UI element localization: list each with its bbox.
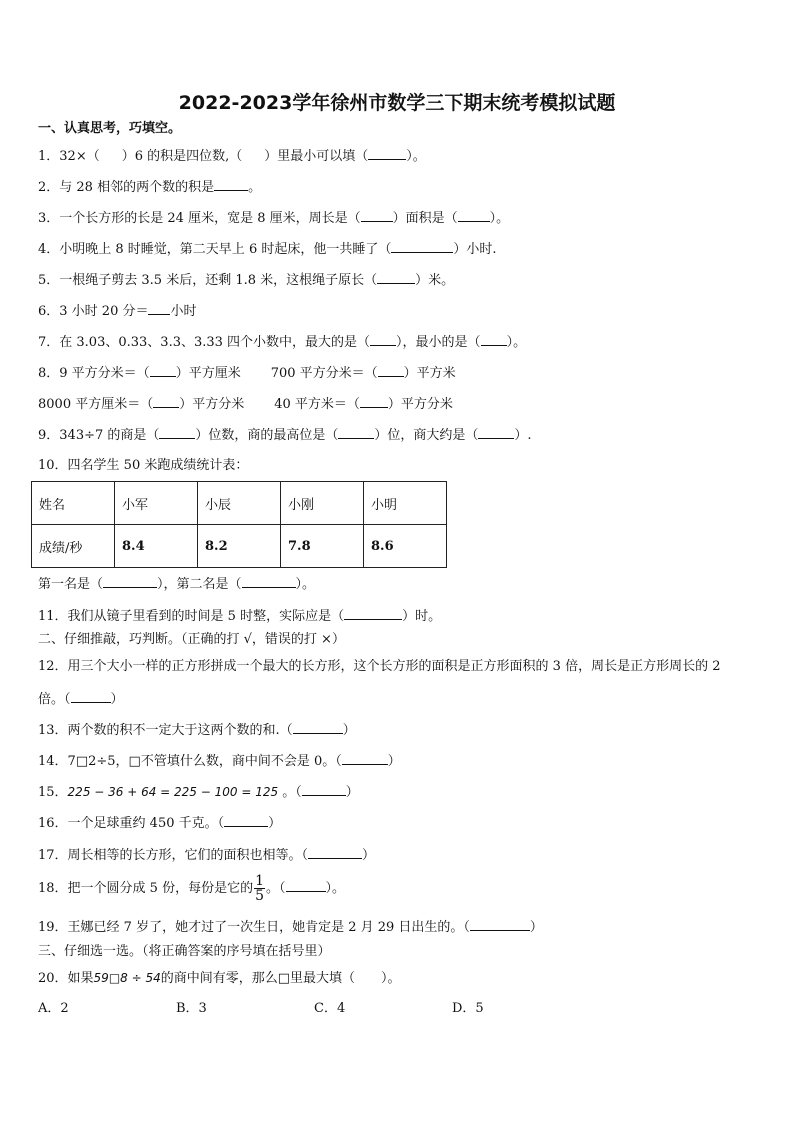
question-10: 10．四名学生 50 米跑成绩统计表： xyxy=(38,458,249,473)
answer-blank[interactable] xyxy=(214,178,248,191)
question-8-part2: 8000 平方厘米＝（ ）平方分米 40 平方米＝（ ）平方分米 xyxy=(38,397,453,412)
answer-blank[interactable] xyxy=(103,575,157,588)
question-1: 1．32×（ ）6 的积是四位数,（ ）里最小可以填（ ）。 xyxy=(38,149,426,164)
question-14: 14．7□2÷5，□不管填什么数，商中间不会是 0。（ ） xyxy=(38,754,401,769)
option-a[interactable]: A．2 xyxy=(38,1001,69,1016)
math-expression: 59□8 ÷ 54 xyxy=(93,971,161,985)
table-cell: 姓名 xyxy=(32,482,115,525)
answer-blank[interactable] xyxy=(224,814,268,827)
answer-blank[interactable] xyxy=(478,426,514,439)
answer-blank[interactable] xyxy=(159,426,195,439)
section-3-heading: 三、仔细选一选。（将正确答案的序号填在括号里） xyxy=(38,944,331,959)
section-1-heading: 一、认真思考，巧填空。 xyxy=(38,121,182,136)
question-9: 9．343÷7 的商是（ ）位数，商的最高位是（ ）位，商大约是（ ）. xyxy=(38,428,532,443)
fraction: $\frac{1}{5}$ xyxy=(255,873,264,904)
table-cell: 小刚 xyxy=(281,482,364,525)
table-cell: 8.2 xyxy=(198,525,281,568)
answer-blank[interactable] xyxy=(370,333,396,346)
table-cell: 8.6 xyxy=(364,525,447,568)
question-11: 11．我们从镜子里看到的时间是 5 时整，实际应是（ ）时。 xyxy=(38,609,442,624)
answer-blank[interactable] xyxy=(470,918,530,931)
answer-blank[interactable] xyxy=(308,846,362,859)
question-8: 8．9 平方分米＝（ ）平方厘米 700 平方分米＝（ ）平方米 xyxy=(38,366,456,381)
answer-blank[interactable] xyxy=(342,752,388,765)
answer-blank[interactable] xyxy=(338,426,374,439)
answer-blank[interactable] xyxy=(378,364,404,377)
answer-blank[interactable] xyxy=(391,240,453,253)
answer-blank[interactable] xyxy=(148,302,170,315)
question-12: 12．用三个大小一样的正方形拼成一个最大的长方形，这个长方形的面积是正方形面积的 3 倍，周长是正方形周长的 2 xyxy=(38,659,721,674)
math-expression: 225 − 36 + 64 = 225 − 100 = 125 xyxy=(67,785,279,799)
question-4: 4．小明晚上 8 时睡觉，第二天早上 6 时起床，他一共睡了（ ）小时. xyxy=(38,242,497,257)
answer-blank[interactable] xyxy=(377,271,415,284)
answer-blank[interactable] xyxy=(150,364,176,377)
answer-blank[interactable] xyxy=(344,607,402,620)
question-12-cont: 倍。（ ） xyxy=(38,692,124,707)
table-row xyxy=(32,525,447,568)
table-cell: 小军 xyxy=(115,482,198,525)
page-title: 2022-2023学年徐州市数学三下期末统考模拟试题 xyxy=(178,92,616,114)
question-6: 6．3 小时 20 分＝ 小时 xyxy=(38,304,197,319)
answer-blank[interactable] xyxy=(302,783,346,796)
option-c[interactable]: C．4 xyxy=(314,1001,346,1016)
question-13: 13．两个数的积不一定大于这两个数的和.（ ） xyxy=(38,723,356,738)
question-10-answer: 第一名是（ ），第二名是（ ）。 xyxy=(38,577,316,592)
question-2: 2．与 28 相邻的两个数的积是 。 xyxy=(38,180,262,195)
answer-blank[interactable] xyxy=(368,147,406,160)
answer-blank[interactable] xyxy=(286,879,326,892)
question-19: 19．王娜已经 7 岁了，她才过了一次生日，她肯定是 2 月 29 日出生的。（ ） xyxy=(38,920,543,935)
option-d[interactable]: D．5 xyxy=(452,1001,484,1016)
question-20: 20．如果59□8 ÷ 54的商中间有零，那么□里最大填（ ）。 xyxy=(38,971,401,986)
table-cell: 小辰 xyxy=(198,482,281,525)
table-cell: 成绩/秒 xyxy=(32,525,115,568)
answer-blank[interactable] xyxy=(293,721,343,734)
answer-blank[interactable] xyxy=(71,690,111,703)
answer-blank[interactable] xyxy=(458,209,490,222)
answer-blank[interactable] xyxy=(481,333,507,346)
question-3: 3．一个长方形的长是 24 厘米，宽是 8 厘米，周长是（ ）面积是（ ）。 xyxy=(38,211,510,226)
table-header-row xyxy=(32,482,447,525)
table-cell: 8.4 xyxy=(115,525,198,568)
question-5: 5．一根绳子剪去 3.5 米后，还剩 1.8 米，这根绳子原长（ ）米。 xyxy=(38,273,455,288)
question-7: 7．在 3.03、0.33、3.3、3.33 四个小数中，最大的是（ ），最小的是（ ）。 xyxy=(38,335,527,350)
question-18: 18．把一个圆分成 5 份，每份是它的 $\frac{1}{5}$ 。（ ）。 xyxy=(38,873,346,904)
answer-blank[interactable] xyxy=(153,395,179,408)
question-17: 17．周长相等的长方形，它们的面积也相等。（ ） xyxy=(38,848,376,863)
table-cell: 7.8 xyxy=(281,525,364,568)
answer-blank[interactable] xyxy=(361,209,393,222)
table-cell: 小明 xyxy=(364,482,447,525)
question-16: 16．一个足球重约 450 千克。（ ） xyxy=(38,816,282,831)
question-15: 15．225 − 36 + 64 = 225 − 100 = 125 。（ ） xyxy=(38,785,359,800)
score-table xyxy=(31,481,447,568)
answer-blank[interactable] xyxy=(242,575,296,588)
option-b[interactable]: B．3 xyxy=(176,1001,207,1016)
section-2-heading: 二、仔细推敲，巧判断。（正确的打 √，错误的打 ×） xyxy=(38,632,345,647)
answer-blank[interactable] xyxy=(360,395,388,408)
